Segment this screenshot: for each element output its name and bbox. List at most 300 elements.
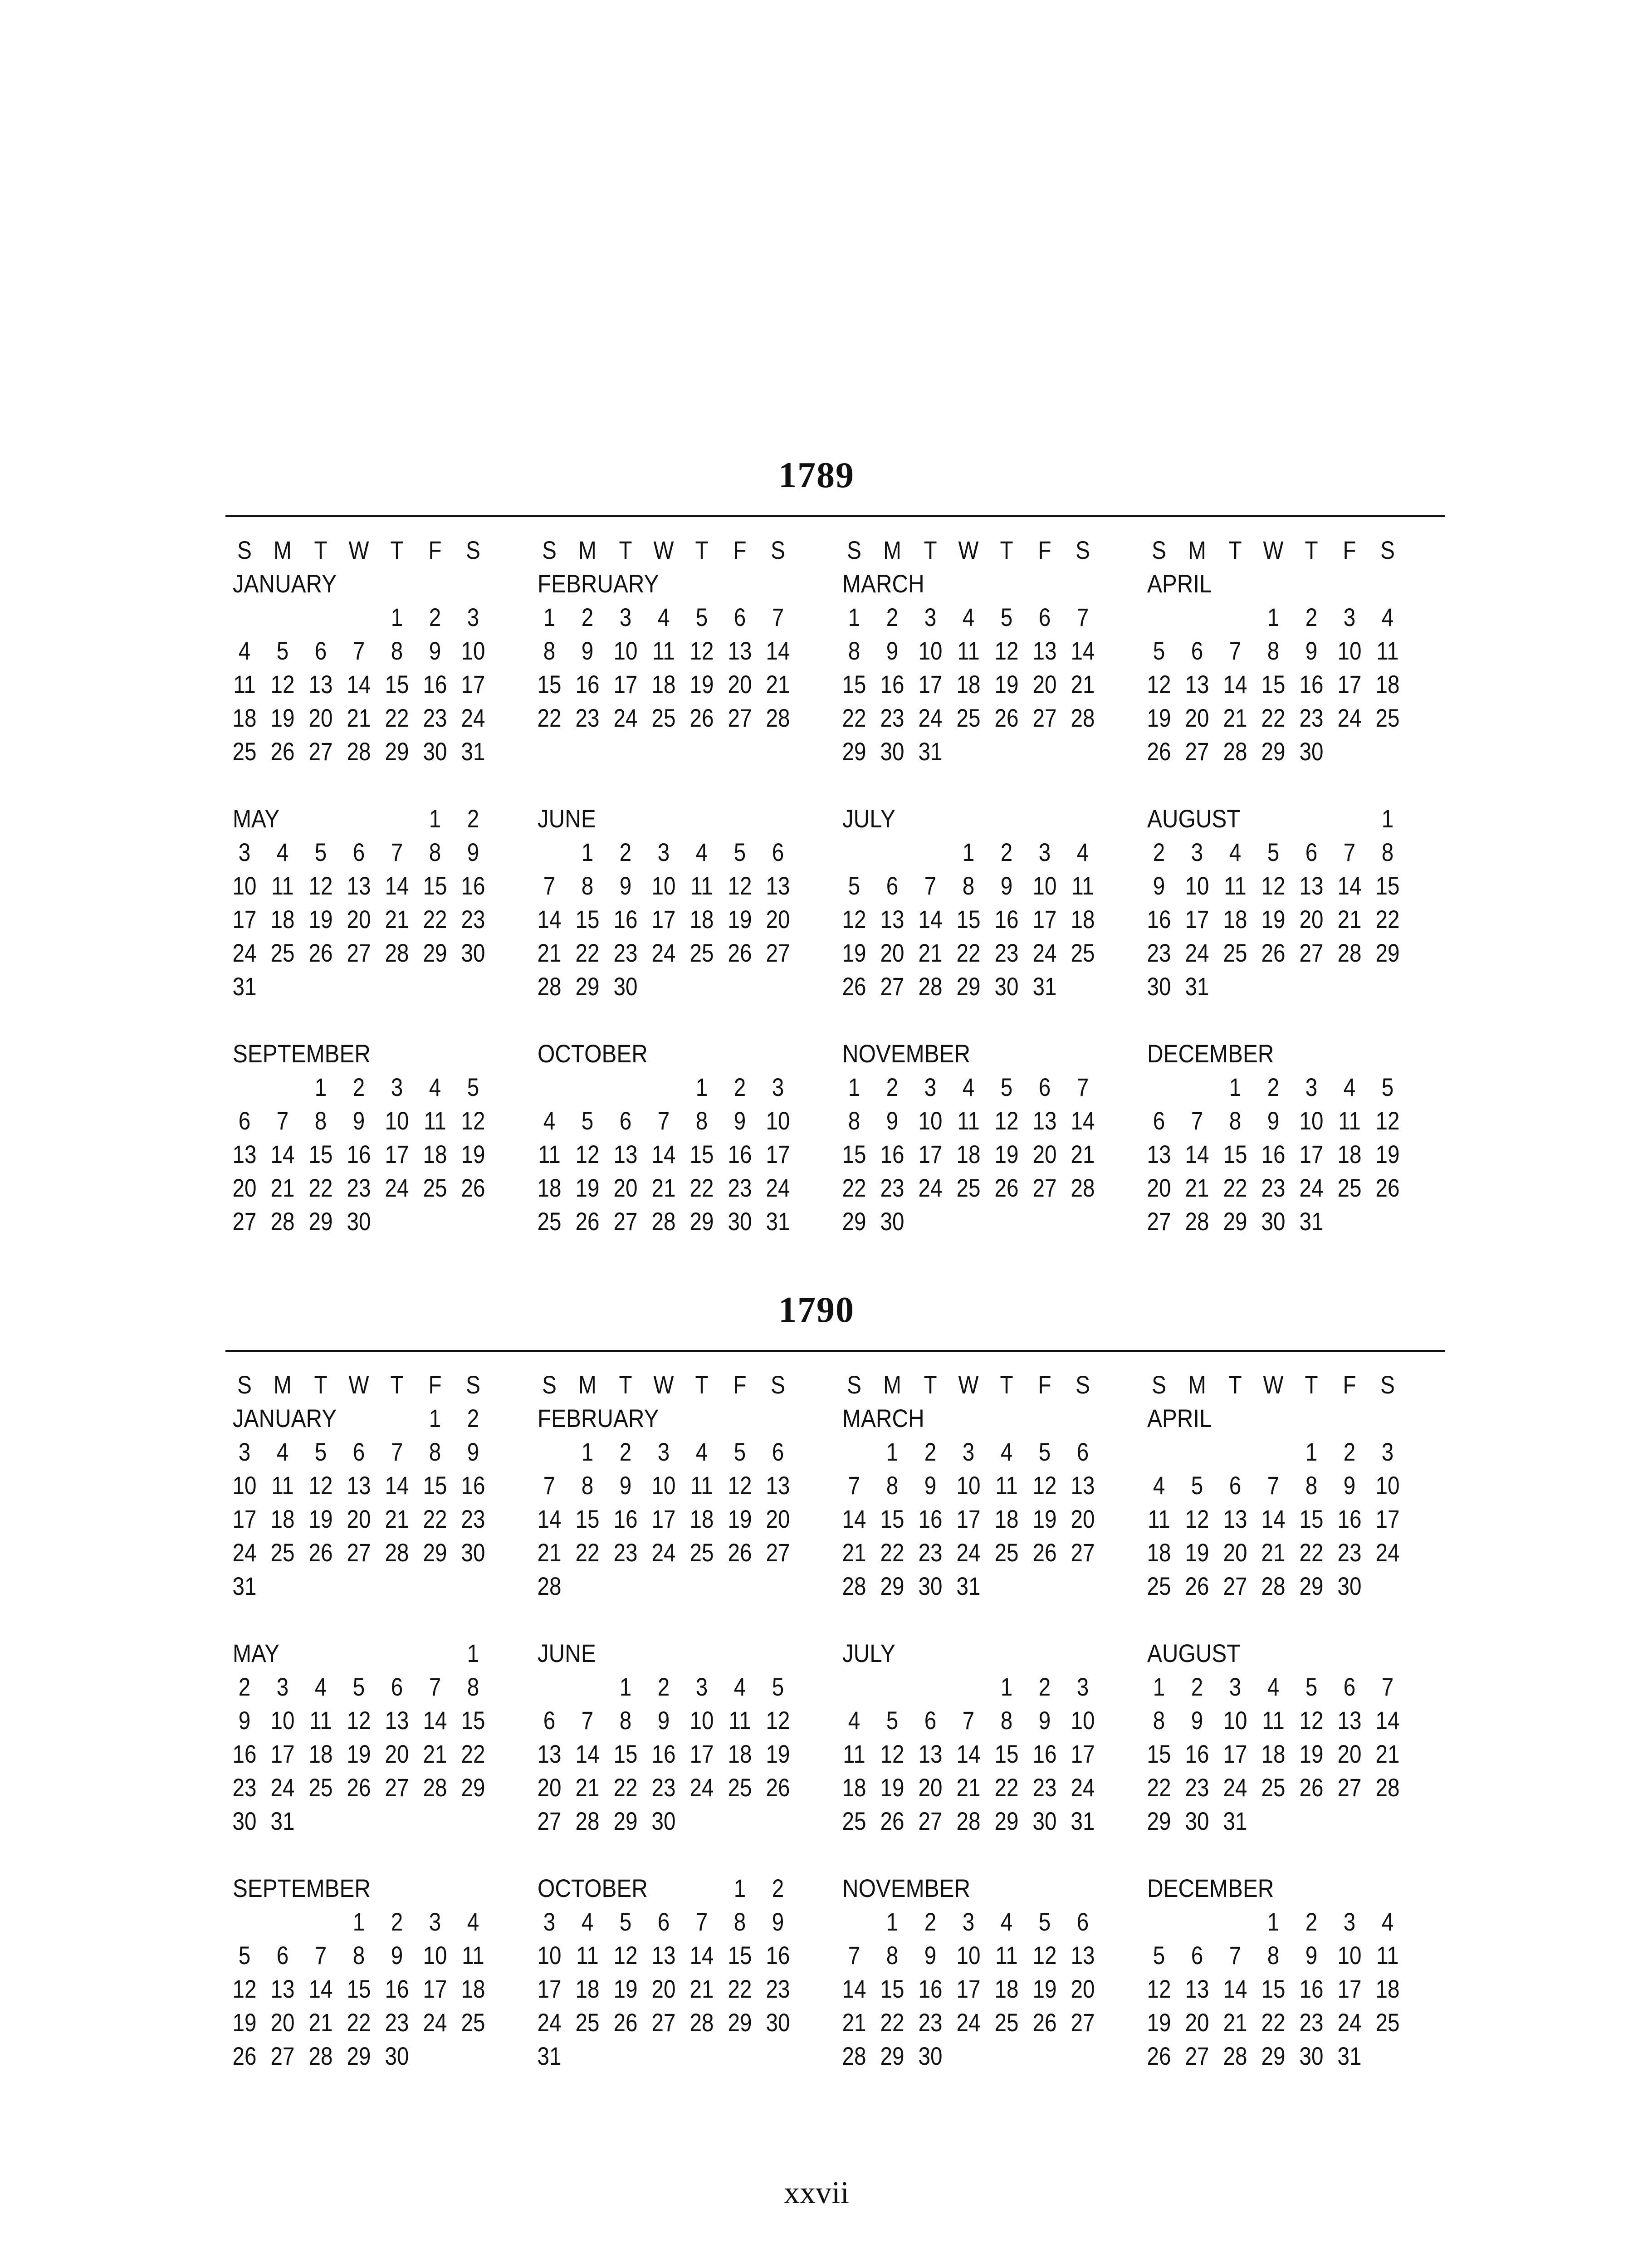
day-cell	[1143, 1070, 1175, 1104]
day-cell	[266, 1569, 298, 1603]
day-cell: 10	[423, 1941, 447, 1970]
month-name: MARCH	[842, 569, 924, 598]
weekday-label: S	[847, 536, 861, 564]
day-cell: 1	[848, 1073, 861, 1101]
day-cell: 6	[1038, 1073, 1051, 1101]
day-cell: 9	[429, 636, 441, 665]
month-january	[225, 1368, 530, 1603]
day-cell: 27	[270, 2042, 295, 2070]
day-cell: 29	[385, 737, 409, 766]
day-cell: 20	[347, 1505, 371, 1533]
day-cell: 1	[467, 1639, 479, 1667]
day-cell: 22	[347, 2008, 371, 2037]
day-cell: 16	[461, 871, 485, 900]
day-cell: 18	[270, 1505, 295, 1533]
day-cell: 11	[1071, 871, 1094, 900]
weekday-label: T	[619, 536, 632, 564]
day-cell	[266, 970, 298, 1003]
day-cell: 22	[423, 1505, 447, 1533]
day-cell	[914, 1205, 946, 1238]
day-cell: 4	[1381, 1907, 1394, 1936]
weekday-label: S	[466, 1370, 480, 1399]
day-cell	[457, 2039, 489, 2073]
block-spacer	[225, 1003, 1445, 1037]
day-cell: 23	[423, 704, 447, 732]
day-cell: 30	[1147, 972, 1171, 1001]
day-cell: 22	[1147, 1773, 1171, 1802]
day-cell: 17	[1071, 1740, 1095, 1768]
day-cell: 8	[848, 636, 861, 665]
day-cell: 20	[651, 1975, 676, 2003]
day-cell	[304, 1569, 337, 1603]
day-cell: 23	[1261, 1173, 1286, 1202]
day-cell: 22	[461, 1740, 485, 1768]
day-cell: 28	[537, 972, 562, 1001]
day-cell	[342, 802, 375, 836]
day-cell: 6	[657, 1907, 670, 1936]
day-cell: 21	[651, 1173, 676, 1202]
day-cell: 19	[232, 2008, 257, 2037]
week-row	[835, 701, 1140, 735]
month-december	[1140, 1037, 1445, 1238]
day-cell: 27	[385, 1773, 409, 1802]
day-cell: 14	[1071, 636, 1095, 665]
day-cell: 16	[1032, 1740, 1057, 1768]
day-cell: 12	[1185, 1505, 1209, 1533]
weekday-label: T	[924, 1370, 937, 1399]
day-cell	[1333, 735, 1365, 768]
day-cell: 19	[728, 905, 752, 934]
day-cell	[342, 1804, 375, 1838]
day-cell: 2	[733, 1073, 746, 1101]
day-cell: 27	[1032, 1173, 1057, 1202]
week-row	[530, 634, 835, 668]
weekday-label: T	[1000, 1370, 1013, 1399]
week-row	[835, 634, 1140, 668]
day-cell: 16	[918, 1975, 943, 2003]
day-cell: 10	[270, 1706, 295, 1735]
day-cell: 22	[1375, 905, 1400, 934]
day-cell: 5	[848, 871, 861, 900]
day-cell: 5	[1153, 1941, 1165, 1970]
day-cell: 13	[1032, 1106, 1057, 1135]
day-cell: 3	[1381, 1437, 1394, 1466]
weekday-label: T	[1000, 536, 1013, 564]
month-name-line	[530, 1637, 835, 1670]
day-cell: 17	[1185, 905, 1209, 934]
day-cell: 4	[276, 1437, 289, 1466]
day-cell: 14	[575, 1740, 600, 1768]
week-row	[1140, 701, 1445, 735]
weekday-header	[530, 533, 835, 567]
day-cell: 20	[880, 938, 905, 967]
day-cell: 30	[918, 1572, 943, 1600]
day-cell: 8	[1305, 1471, 1318, 1500]
day-cell: 4	[657, 603, 670, 631]
day-cell: 15	[956, 905, 981, 934]
day-cell: 10	[232, 871, 257, 900]
weekday-label: T	[1228, 1370, 1242, 1399]
day-cell: 24	[613, 704, 638, 732]
weekday-label: S	[542, 536, 557, 564]
day-cell: 15	[689, 1140, 714, 1168]
day-cell: 7	[429, 1672, 441, 1701]
day-cell: 16	[1185, 1740, 1209, 1768]
day-cell	[457, 1569, 489, 1603]
day-cell: 27	[728, 704, 752, 732]
weekday-label: S	[1076, 536, 1090, 564]
day-cell: 15	[423, 871, 447, 900]
month-name: NOVEMBER	[842, 1039, 971, 1068]
day-cell: 24	[1071, 1773, 1095, 1802]
day-cell: 17	[385, 1140, 409, 1168]
day-cell: 24	[651, 1538, 676, 1567]
week-row	[1140, 1737, 1445, 1771]
day-cell	[228, 1637, 260, 1670]
day-cell	[342, 1569, 375, 1603]
weekday-label: M	[1188, 536, 1206, 564]
day-cell: 18	[956, 670, 981, 699]
weekday-label: T	[695, 1370, 709, 1399]
day-cell: 12	[308, 871, 333, 900]
day-cell: 21	[918, 938, 943, 967]
week-row	[225, 1972, 530, 2006]
day-cell: 17	[918, 1140, 943, 1168]
weekday-label: M	[274, 1370, 292, 1399]
day-cell: 6	[619, 1106, 632, 1135]
day-cell: 26	[1185, 1572, 1209, 1600]
weekday-label: M	[274, 536, 292, 564]
day-cell: 12	[613, 1941, 638, 1970]
week-row	[225, 936, 530, 970]
day-cell: 30	[347, 1207, 371, 1236]
day-cell: 3	[924, 1073, 937, 1101]
day-cell: 11	[1262, 1706, 1285, 1735]
weekday-label: M	[578, 536, 596, 564]
day-cell: 20	[270, 2008, 295, 2037]
day-cell: 20	[1223, 1538, 1247, 1567]
day-cell: 24	[956, 1538, 981, 1567]
week-row	[1140, 836, 1445, 869]
day-cell: 6	[314, 636, 327, 665]
week-row	[225, 1469, 530, 1502]
day-cell: 2	[1305, 603, 1318, 631]
month-name: SEPTEMBER	[233, 1874, 371, 1902]
day-cell: 15	[347, 1975, 371, 2003]
day-cell: 26	[1032, 1538, 1057, 1567]
day-cell: 15	[575, 1505, 600, 1533]
day-cell	[571, 2039, 603, 2073]
day-cell: 24	[651, 938, 676, 967]
day-cell: 12	[880, 1740, 905, 1768]
day-cell: 15	[385, 670, 409, 699]
day-cell: 3	[695, 1672, 708, 1701]
week-row	[1140, 936, 1445, 970]
day-cell: 20	[1071, 1505, 1095, 1533]
day-cell: 4	[962, 1073, 975, 1101]
day-cell: 25	[232, 737, 257, 766]
day-cell	[609, 1569, 641, 1603]
day-cell: 26	[994, 704, 1019, 732]
month-name: APRIL	[1147, 569, 1212, 598]
week-row	[835, 1939, 1140, 1972]
day-cell: 26	[575, 1207, 600, 1236]
day-cell: 25	[308, 1773, 333, 1802]
day-cell	[266, 1905, 298, 1939]
day-cell: 28	[575, 1807, 600, 1835]
day-cell: 9	[924, 1471, 937, 1500]
day-cell	[342, 970, 375, 1003]
day-cell: 20	[1337, 1740, 1362, 1768]
day-cell: 23	[347, 1173, 371, 1202]
day-cell: 6	[886, 871, 899, 900]
day-cell: 25	[689, 1538, 714, 1567]
day-cell: 23	[613, 938, 638, 967]
day-cell	[1333, 1205, 1365, 1238]
weekday-label: S	[466, 536, 480, 564]
day-cell: 5	[276, 636, 289, 665]
weekday-label: T	[619, 1370, 632, 1399]
day-cell	[381, 1804, 413, 1838]
month-september	[225, 1872, 530, 2073]
day-cell: 20	[766, 905, 790, 934]
day-cell: 23	[461, 1505, 485, 1533]
day-cell: 21	[537, 1538, 562, 1567]
day-cell: 26	[689, 704, 714, 732]
day-cell	[1371, 2039, 1403, 2073]
month-name: JULY	[842, 804, 895, 833]
weekday-label: M	[883, 536, 901, 564]
day-cell	[381, 1637, 413, 1670]
week-row	[225, 1804, 530, 1838]
day-cell: 21	[956, 1773, 981, 1802]
day-cell: 4	[1381, 603, 1394, 631]
day-cell: 25	[651, 704, 676, 732]
day-cell: 1	[581, 838, 594, 866]
day-cell: 19	[461, 1140, 485, 1168]
day-cell: 13	[766, 871, 790, 900]
day-cell	[381, 802, 413, 836]
day-cell: 6	[733, 603, 746, 631]
weekday-label: W	[1263, 1370, 1284, 1399]
day-cell: 1	[429, 1404, 441, 1432]
day-cell: 8	[1381, 838, 1394, 866]
day-cell	[457, 1804, 489, 1838]
day-cell: 10	[651, 871, 676, 900]
day-cell: 13	[651, 1941, 676, 1970]
weekday-header	[225, 533, 530, 567]
week-row	[1140, 1469, 1445, 1502]
day-cell: 19	[1185, 1538, 1209, 1567]
day-cell: 23	[1299, 704, 1324, 732]
week-row	[225, 1670, 530, 1704]
week-row	[530, 936, 835, 970]
day-cell: 6	[924, 1706, 937, 1735]
day-cell: 13	[1337, 1706, 1362, 1735]
day-cell: 1	[581, 1437, 594, 1466]
day-cell: 3	[276, 1672, 289, 1701]
day-cell	[609, 1872, 641, 1905]
month-name: MAY	[233, 804, 280, 833]
day-cell: 6	[352, 838, 365, 866]
day-cell: 8	[733, 1907, 746, 1936]
day-cell: 10	[1071, 1706, 1095, 1735]
week-row	[835, 1205, 1140, 1238]
day-cell	[571, 1569, 603, 1603]
day-cell: 14	[1337, 871, 1362, 900]
weekday-label: S	[1076, 1370, 1090, 1399]
weekday-label: S	[1380, 536, 1395, 564]
day-cell: 12	[575, 1140, 600, 1168]
day-cell: 20	[1032, 1140, 1057, 1168]
day-cell: 30	[423, 737, 447, 766]
week-row	[530, 903, 835, 936]
week-row	[530, 2039, 835, 2073]
week-row	[835, 1670, 1140, 1704]
day-cell: 5	[352, 1672, 365, 1701]
day-cell: 14	[1223, 1975, 1247, 2003]
day-cell	[685, 2039, 718, 2073]
day-cell: 6	[1038, 603, 1051, 631]
day-cell: 7	[962, 1706, 975, 1735]
week-row	[530, 668, 835, 701]
week-row	[225, 903, 530, 936]
week-row	[225, 634, 530, 668]
day-cell: 17	[766, 1140, 790, 1168]
day-cell: 24	[689, 1773, 714, 1802]
day-cell: 14	[347, 670, 371, 699]
day-cell: 13	[728, 636, 752, 665]
day-cell: 11	[957, 636, 980, 665]
day-cell: 29	[956, 972, 981, 1001]
day-cell: 7	[924, 871, 937, 900]
weekday-label: S	[1152, 1370, 1166, 1399]
day-cell: 25	[689, 938, 714, 967]
day-cell: 31	[918, 737, 943, 766]
day-cell: 18	[461, 1975, 485, 2003]
day-cell	[1371, 1569, 1403, 1603]
day-cell: 22	[1223, 1173, 1247, 1202]
day-cell: 15	[1147, 1740, 1171, 1768]
weekday-label: F	[1343, 1370, 1356, 1399]
day-cell: 12	[689, 636, 714, 665]
weekday-header	[835, 533, 1140, 567]
day-cell: 19	[308, 905, 333, 934]
day-cell: 13	[613, 1140, 638, 1168]
day-cell: 4	[695, 838, 708, 866]
day-cell: 14	[842, 1975, 866, 2003]
day-cell: 15	[1261, 1975, 1286, 2003]
day-cell: 17	[461, 670, 485, 699]
day-cell: 12	[1375, 1106, 1400, 1135]
day-cell: 2	[886, 603, 899, 631]
day-cell	[1028, 1569, 1061, 1603]
day-cell	[952, 1205, 984, 1238]
weekday-label: T	[1305, 536, 1318, 564]
week-row	[530, 701, 835, 735]
day-cell: 12	[728, 1471, 752, 1500]
calendar-1789	[225, 533, 1445, 1272]
day-cell: 6	[1076, 1907, 1089, 1936]
day-cell: 28	[385, 1538, 409, 1567]
week-row	[225, 1569, 530, 1603]
week-row	[530, 1070, 835, 1104]
day-cell	[838, 1435, 870, 1469]
week-row	[225, 836, 530, 869]
day-cell	[647, 1569, 680, 1603]
month-october	[530, 1872, 835, 2073]
day-cell: 4	[543, 1106, 556, 1135]
week-row	[530, 2006, 835, 2039]
day-cell: 5	[1381, 1073, 1394, 1101]
day-cell: 24	[423, 2008, 447, 2037]
day-cell	[304, 1804, 337, 1838]
day-cell: 28	[270, 1207, 295, 1236]
day-cell: 25	[728, 1773, 752, 1802]
week-row	[1140, 1435, 1445, 1469]
day-cell: 10	[1032, 871, 1057, 900]
block-spacer	[225, 1603, 1445, 1637]
day-cell: 10	[766, 1106, 790, 1135]
day-cell: 29	[575, 972, 600, 1001]
day-cell	[647, 1872, 680, 1905]
day-cell: 8	[1153, 1706, 1165, 1735]
month-name-line	[225, 567, 530, 601]
month-name: AUGUST	[1147, 1639, 1241, 1667]
day-cell: 12	[728, 871, 752, 900]
day-cell: 18	[575, 1975, 600, 2003]
month-march	[835, 533, 1140, 768]
day-cell: 22	[1261, 2008, 1286, 2037]
day-cell: 1	[1267, 603, 1280, 631]
day-cell: 8	[467, 1672, 479, 1701]
day-cell	[724, 970, 756, 1003]
day-cell: 27	[651, 2008, 676, 2037]
month-name: JUNE	[538, 804, 596, 833]
day-cell	[304, 802, 337, 836]
month-name: JANUARY	[233, 1404, 337, 1432]
day-cell: 9	[352, 1106, 365, 1135]
day-cell: 10	[1337, 1941, 1362, 1970]
month-name-line	[530, 802, 835, 836]
day-cell: 18	[537, 1173, 562, 1202]
day-cell: 7	[848, 1471, 861, 1500]
weekday-label: W	[348, 536, 369, 564]
day-cell: 2	[1305, 1907, 1318, 1936]
day-cell: 22	[1299, 1538, 1324, 1567]
day-cell: 31	[766, 1207, 790, 1236]
day-cell	[647, 2039, 680, 2073]
day-cell: 28	[651, 1207, 676, 1236]
day-cell: 2	[886, 1073, 899, 1101]
week-row	[1140, 1502, 1445, 1536]
day-cell: 7	[314, 1941, 327, 1970]
day-cell: 18	[651, 670, 676, 699]
day-cell: 9	[1038, 1706, 1051, 1735]
year-title-1790: 1790	[778, 1290, 855, 1330]
day-cell: 7	[848, 1941, 861, 1970]
day-cell: 19	[842, 938, 866, 967]
day-cell: 20	[308, 704, 333, 732]
weekday-label: M	[1188, 1370, 1206, 1399]
day-cell: 3	[657, 1437, 670, 1466]
day-cell: 28	[689, 2008, 714, 2037]
day-cell: 10	[689, 1706, 714, 1735]
day-cell: 17	[1337, 1975, 1362, 2003]
day-cell: 24	[918, 1173, 943, 1202]
month-name: APRIL	[1147, 1404, 1212, 1432]
day-cell: 10	[1337, 636, 1362, 665]
